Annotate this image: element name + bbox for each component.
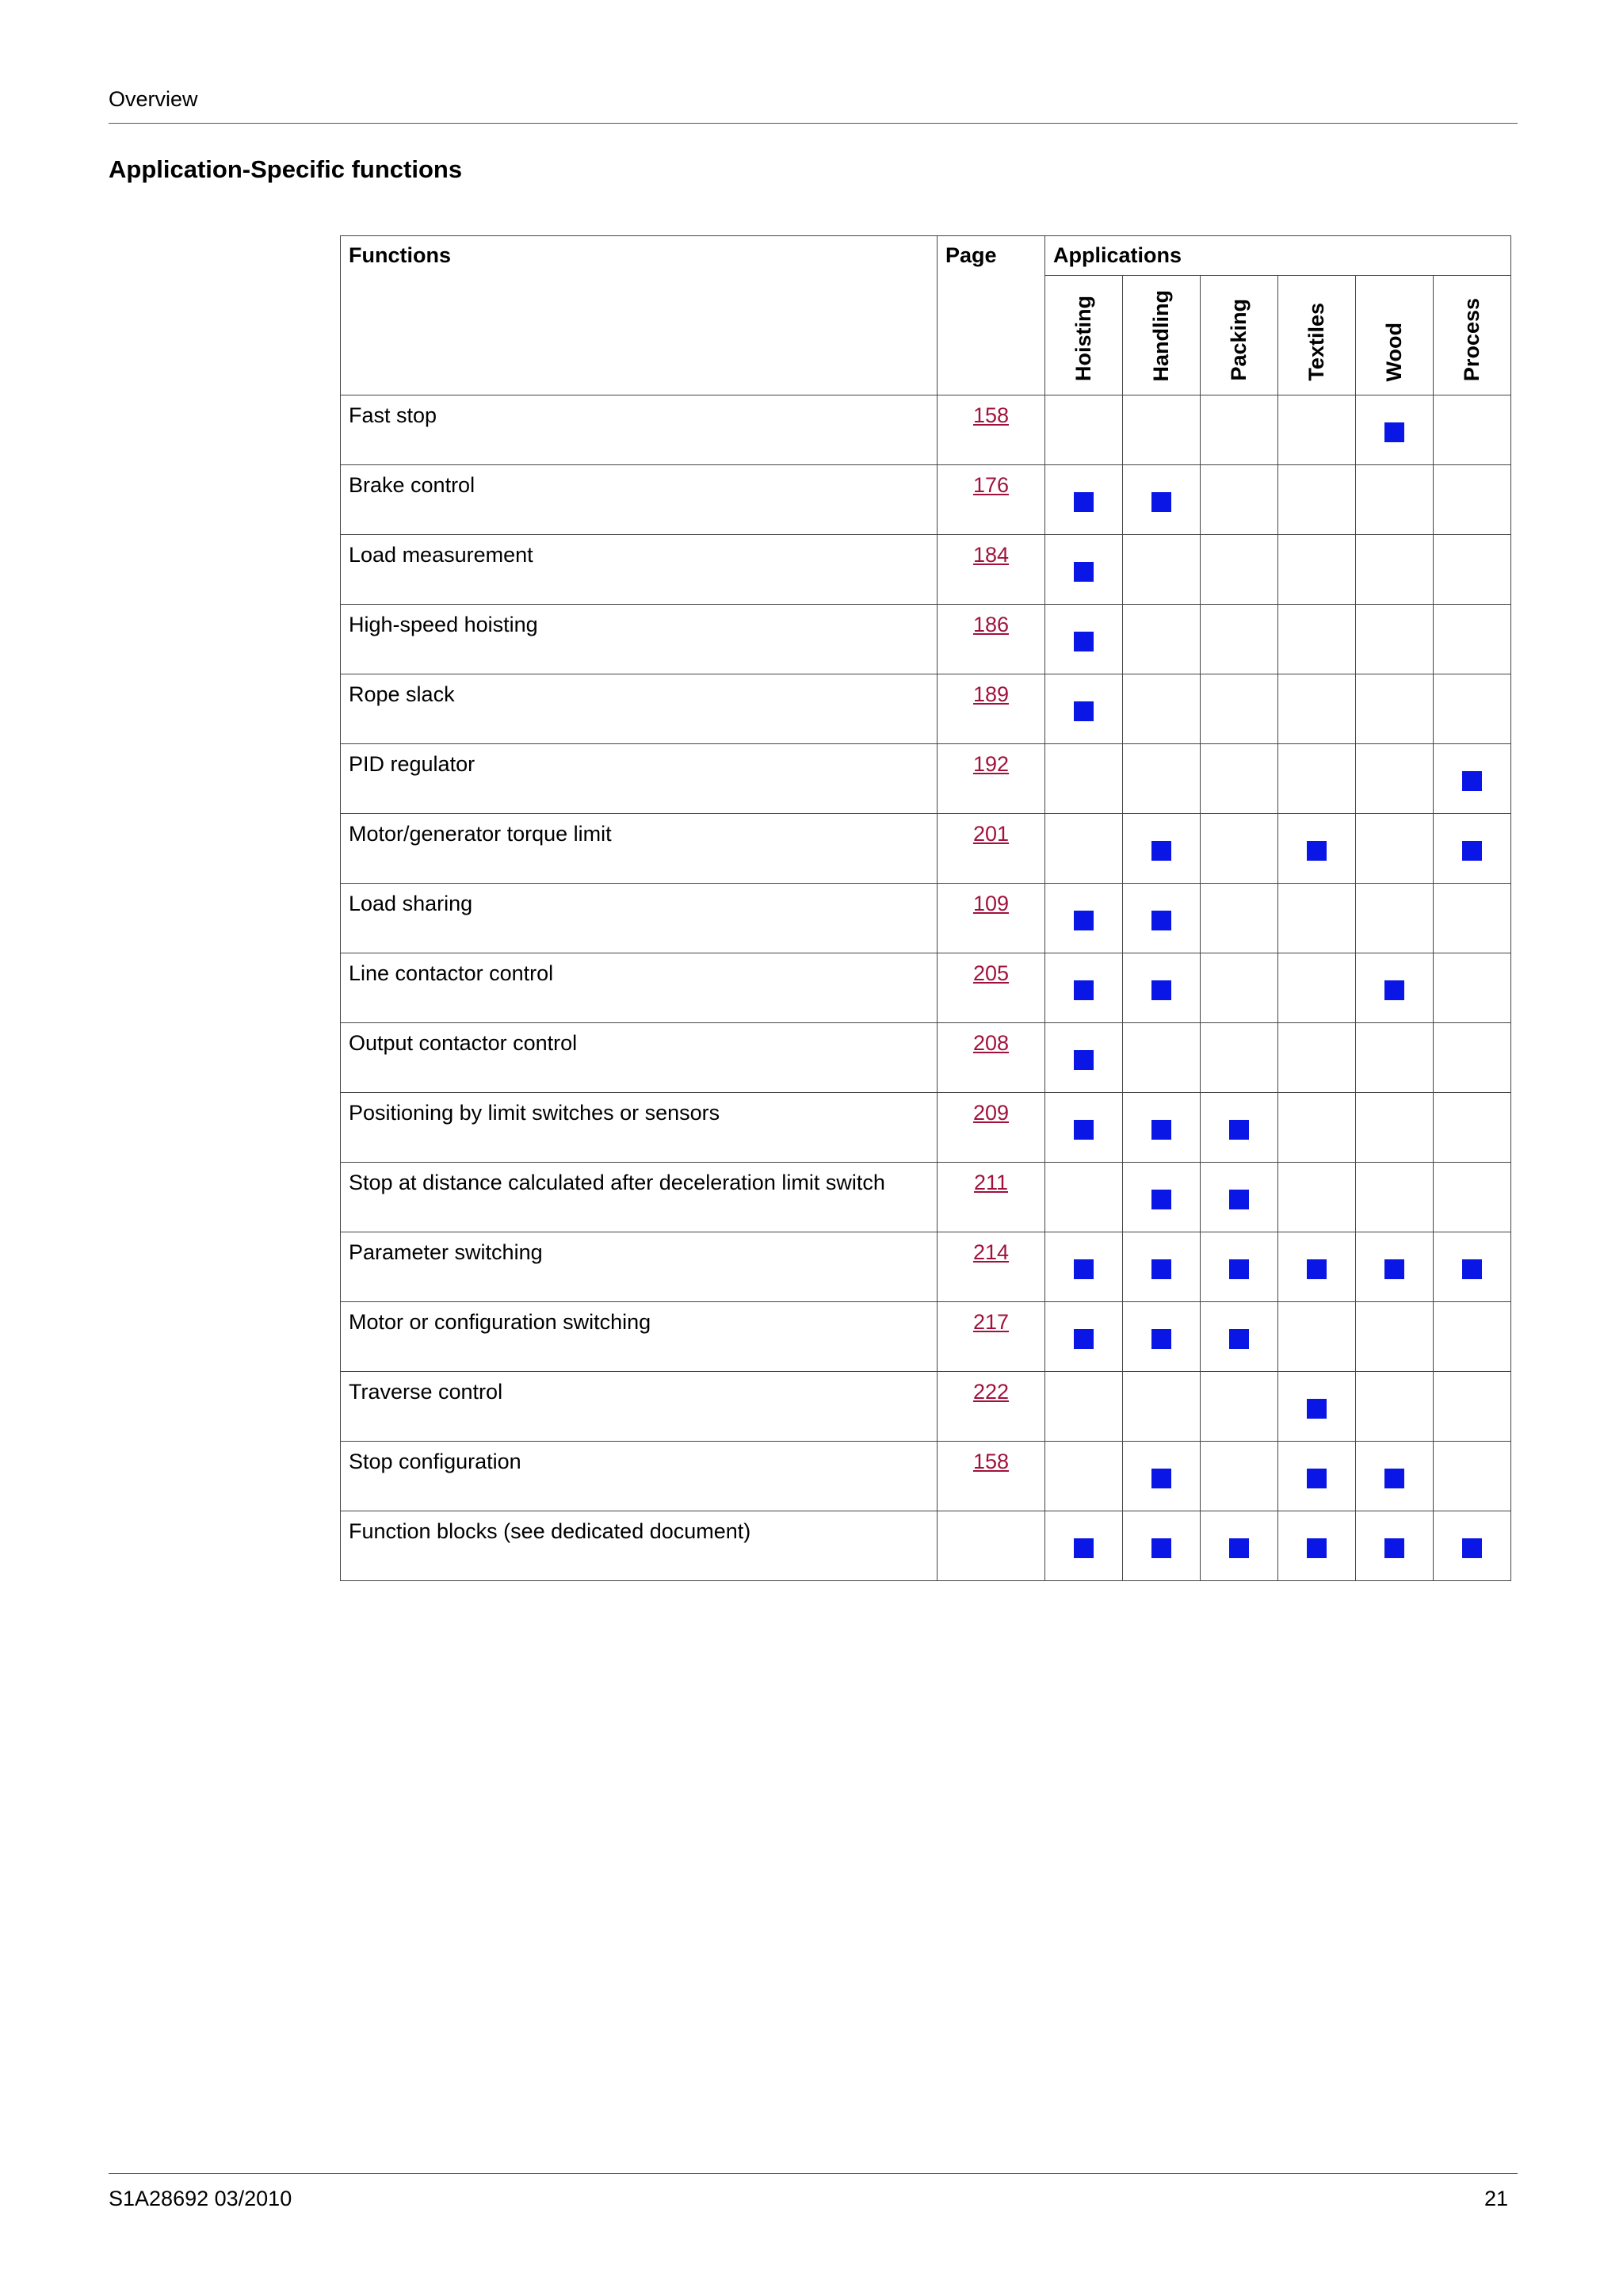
page-link[interactable]: 189 [972, 682, 1010, 706]
application-label: Wood [1382, 322, 1406, 381]
col-header-applications: Applications [1045, 236, 1511, 276]
function-name: Fast stop [341, 395, 938, 465]
applicable-square-icon [1074, 562, 1094, 582]
page-link[interactable]: 209 [972, 1101, 1010, 1125]
applicable-square-icon [1462, 1259, 1482, 1279]
application-cell [1434, 1163, 1511, 1232]
applicable-square-icon [1384, 1259, 1404, 1279]
application-cell [1045, 1372, 1123, 1442]
application-cell [1123, 744, 1201, 814]
page-cell [938, 1511, 1045, 1581]
applicable-square-icon [1384, 1469, 1404, 1488]
application-cell [1045, 884, 1123, 953]
application-cell [1356, 535, 1434, 605]
application-cell [1278, 1023, 1356, 1093]
application-cell [1045, 535, 1123, 605]
page-cell [938, 744, 1045, 814]
application-cell [1045, 1093, 1123, 1163]
function-name: Output contactor control [341, 1023, 938, 1093]
application-cell [1201, 674, 1278, 744]
applicable-square-icon [1074, 1538, 1094, 1558]
page-cell [938, 465, 1045, 535]
applicable-square-icon [1307, 1259, 1327, 1279]
applicable-square-icon [1151, 911, 1171, 930]
applicable-square-icon [1074, 1050, 1094, 1070]
table-row [341, 1093, 1511, 1163]
page-link[interactable]: 158 [972, 1450, 1010, 1473]
application-cell [1278, 1442, 1356, 1511]
application-cell [1434, 1232, 1511, 1302]
col-header-page: Page [938, 236, 1045, 395]
application-label: Hoisting [1071, 296, 1095, 381]
application-cell [1123, 1232, 1201, 1302]
col-header-packing [1201, 276, 1278, 395]
applicable-square-icon [1074, 1329, 1094, 1349]
applicable-square-icon [1151, 1190, 1171, 1209]
application-cell [1123, 884, 1201, 953]
applicable-square-icon [1074, 492, 1094, 512]
applicable-square-icon [1462, 1538, 1482, 1558]
function-name: PID regulator [341, 744, 938, 814]
table-row [341, 674, 1511, 744]
page-cell [938, 1232, 1045, 1302]
function-name: Positioning by limit switches or sensors [341, 1093, 938, 1163]
application-cell [1356, 1232, 1434, 1302]
application-cell [1045, 1023, 1123, 1093]
footer-divider [109, 2173, 1518, 2174]
table-row [341, 605, 1511, 674]
application-cell [1123, 465, 1201, 535]
applicable-square-icon [1307, 1399, 1327, 1419]
application-cell [1434, 1023, 1511, 1093]
application-cell [1201, 744, 1278, 814]
application-cell [1278, 605, 1356, 674]
page-link[interactable]: 176 [972, 473, 1010, 497]
application-cell [1045, 605, 1123, 674]
application-cell [1356, 1511, 1434, 1581]
col-header-handling [1123, 276, 1201, 395]
application-cell [1278, 1093, 1356, 1163]
header-divider [109, 123, 1518, 124]
table-row [341, 1372, 1511, 1442]
applicable-square-icon [1151, 1120, 1171, 1140]
application-label: Textiles [1304, 303, 1328, 381]
application-cell [1201, 1511, 1278, 1581]
application-cell [1434, 395, 1511, 465]
application-cell [1356, 1163, 1434, 1232]
applicable-square-icon [1462, 771, 1482, 791]
page-link[interactable]: 217 [972, 1310, 1010, 1334]
page-cell [938, 1093, 1045, 1163]
document-reference: S1A28692 03/2010 [109, 2187, 292, 2210]
application-cell [1278, 814, 1356, 884]
application-cell [1045, 395, 1123, 465]
table-row [341, 953, 1511, 1023]
page-link[interactable]: 201 [972, 822, 1010, 846]
application-cell [1278, 953, 1356, 1023]
application-cell [1356, 1023, 1434, 1093]
application-cell [1201, 1302, 1278, 1372]
application-cell [1278, 535, 1356, 605]
application-cell [1201, 1372, 1278, 1442]
application-cell [1123, 814, 1201, 884]
application-cell [1356, 953, 1434, 1023]
applicable-square-icon [1229, 1329, 1249, 1349]
application-cell [1356, 465, 1434, 535]
page-link[interactable]: 186 [972, 613, 1010, 636]
application-cell [1123, 605, 1201, 674]
page-cell [938, 395, 1045, 465]
application-cell [1045, 744, 1123, 814]
table-row [341, 1023, 1511, 1093]
table-row [341, 1511, 1511, 1581]
application-cell [1123, 1302, 1201, 1372]
application-cell [1201, 884, 1278, 953]
page-cell [938, 605, 1045, 674]
application-cell [1123, 395, 1201, 465]
applicable-square-icon [1151, 1259, 1171, 1279]
section-title: Application-Specific functions [109, 155, 463, 183]
function-name: Motor or configuration switching [341, 1302, 938, 1372]
application-cell [1045, 1163, 1123, 1232]
application-cell [1278, 1302, 1356, 1372]
table-row [341, 535, 1511, 605]
application-cell [1123, 1163, 1201, 1232]
application-cell [1434, 465, 1511, 535]
application-cell [1434, 1511, 1511, 1581]
col-header-wood [1356, 276, 1434, 395]
page-link[interactable]: 211 [973, 1171, 1009, 1194]
running-header: Overview [109, 87, 198, 111]
applicable-square-icon [1074, 632, 1094, 651]
application-cell [1201, 1023, 1278, 1093]
applicable-square-icon [1074, 980, 1094, 1000]
application-cell [1045, 953, 1123, 1023]
page-link[interactable]: 214 [972, 1240, 1010, 1264]
application-cell [1278, 674, 1356, 744]
application-cell [1201, 535, 1278, 605]
table-row [341, 1302, 1511, 1372]
application-cell [1356, 884, 1434, 953]
application-cell [1356, 744, 1434, 814]
application-cell [1434, 884, 1511, 953]
page-cell [938, 1163, 1045, 1232]
application-cell [1278, 465, 1356, 535]
function-name: Motor/generator torque limit [341, 814, 938, 884]
application-cell [1201, 1163, 1278, 1232]
application-cell [1278, 1163, 1356, 1232]
page-cell [938, 1023, 1045, 1093]
application-label: Packing [1227, 299, 1251, 381]
col-header-hoisting [1045, 276, 1123, 395]
application-cell [1356, 1093, 1434, 1163]
application-cell [1201, 1093, 1278, 1163]
application-cell [1278, 744, 1356, 814]
col-header-functions: Functions [341, 236, 938, 395]
applicable-square-icon [1151, 1469, 1171, 1488]
application-cell [1278, 1232, 1356, 1302]
function-name: Stop configuration [341, 1442, 938, 1511]
page-link[interactable]: 192 [972, 752, 1010, 776]
application-cell [1278, 884, 1356, 953]
application-cell [1045, 1302, 1123, 1372]
application-cell [1123, 1511, 1201, 1581]
table-row [341, 1163, 1511, 1232]
application-cell [1278, 1511, 1356, 1581]
function-name: Function blocks (see dedicated document) [341, 1511, 938, 1581]
applicable-square-icon [1384, 980, 1404, 1000]
table-body [341, 395, 1511, 1581]
function-name: Traverse control [341, 1372, 938, 1442]
function-name: Line contactor control [341, 953, 938, 1023]
applicable-square-icon [1074, 1120, 1094, 1140]
table-row [341, 884, 1511, 953]
page-cell [938, 814, 1045, 884]
application-cell [1123, 1442, 1201, 1511]
application-functions-table [340, 235, 1511, 1581]
function-name: Load measurement [341, 535, 938, 605]
application-cell [1356, 674, 1434, 744]
page-cell [938, 1372, 1045, 1442]
page-cell [938, 674, 1045, 744]
application-cell [1434, 814, 1511, 884]
application-cell [1045, 674, 1123, 744]
applicable-square-icon [1151, 980, 1171, 1000]
application-cell [1434, 744, 1511, 814]
applicable-square-icon [1462, 841, 1482, 861]
application-label: Handling [1149, 289, 1173, 381]
applicable-square-icon [1151, 841, 1171, 861]
application-cell [1123, 1093, 1201, 1163]
page-link[interactable]: 158 [972, 403, 1010, 427]
application-cell [1201, 1442, 1278, 1511]
application-cell [1045, 1511, 1123, 1581]
page-link[interactable]: 205 [972, 961, 1010, 985]
applicable-square-icon [1307, 1469, 1327, 1488]
page-link[interactable]: 222 [972, 1380, 1010, 1404]
page-link[interactable]: 184 [972, 543, 1010, 567]
application-cell [1434, 1372, 1511, 1442]
application-cell [1356, 814, 1434, 884]
function-name: High-speed hoisting [341, 605, 938, 674]
applicable-square-icon [1151, 492, 1171, 512]
application-cell [1434, 953, 1511, 1023]
application-cell [1434, 1302, 1511, 1372]
table-row [341, 395, 1511, 465]
applicable-square-icon [1384, 422, 1404, 442]
application-cell [1045, 465, 1123, 535]
table-row [341, 1232, 1511, 1302]
application-cell [1356, 605, 1434, 674]
application-cell [1201, 465, 1278, 535]
application-cell [1434, 1093, 1511, 1163]
applicable-square-icon [1384, 1538, 1404, 1558]
applicable-square-icon [1229, 1190, 1249, 1209]
application-label: Process [1460, 297, 1484, 381]
applicable-square-icon [1307, 1538, 1327, 1558]
application-cell [1123, 1023, 1201, 1093]
page-cell [938, 535, 1045, 605]
application-cell [1278, 1372, 1356, 1442]
applicable-square-icon [1229, 1259, 1249, 1279]
applicable-square-icon [1151, 1538, 1171, 1558]
function-name: Brake control [341, 465, 938, 535]
application-cell [1434, 605, 1511, 674]
table-row [341, 744, 1511, 814]
applicable-square-icon [1307, 841, 1327, 861]
application-cell [1201, 1232, 1278, 1302]
application-cell [1356, 1302, 1434, 1372]
application-cell [1356, 395, 1434, 465]
application-cell [1123, 1372, 1201, 1442]
application-cell [1201, 605, 1278, 674]
page-cell [938, 953, 1045, 1023]
application-cell [1278, 395, 1356, 465]
applicable-square-icon [1151, 1329, 1171, 1349]
page-link[interactable]: 208 [972, 1031, 1010, 1055]
applicable-square-icon [1074, 701, 1094, 721]
function-name: Rope slack [341, 674, 938, 744]
application-cell [1045, 1442, 1123, 1511]
application-cell [1434, 1442, 1511, 1511]
application-cell [1045, 1232, 1123, 1302]
function-name: Load sharing [341, 884, 938, 953]
applicable-square-icon [1074, 911, 1094, 930]
col-header-process [1434, 276, 1511, 395]
page-number: 21 [1484, 2187, 1508, 2210]
application-cell [1201, 395, 1278, 465]
application-cell [1123, 535, 1201, 605]
page-cell [938, 1442, 1045, 1511]
page-cell [938, 884, 1045, 953]
table-row [341, 465, 1511, 535]
application-cell [1201, 953, 1278, 1023]
application-cell [1045, 814, 1123, 884]
applicable-square-icon [1229, 1120, 1249, 1140]
function-name: Stop at distance calculated after deceleration limit switch [341, 1163, 938, 1232]
page-cell [938, 1302, 1045, 1372]
application-cell [1356, 1442, 1434, 1511]
applicable-square-icon [1229, 1538, 1249, 1558]
applicable-square-icon [1074, 1259, 1094, 1279]
application-cell [1123, 953, 1201, 1023]
application-cell [1201, 814, 1278, 884]
application-cell [1356, 1372, 1434, 1442]
function-name: Parameter switching [341, 1232, 938, 1302]
application-cell [1434, 535, 1511, 605]
col-header-textiles [1278, 276, 1356, 395]
table-row [341, 814, 1511, 884]
application-cell [1434, 674, 1511, 744]
table-row [341, 1442, 1511, 1511]
application-cell [1123, 674, 1201, 744]
page-link[interactable]: 109 [972, 892, 1010, 915]
